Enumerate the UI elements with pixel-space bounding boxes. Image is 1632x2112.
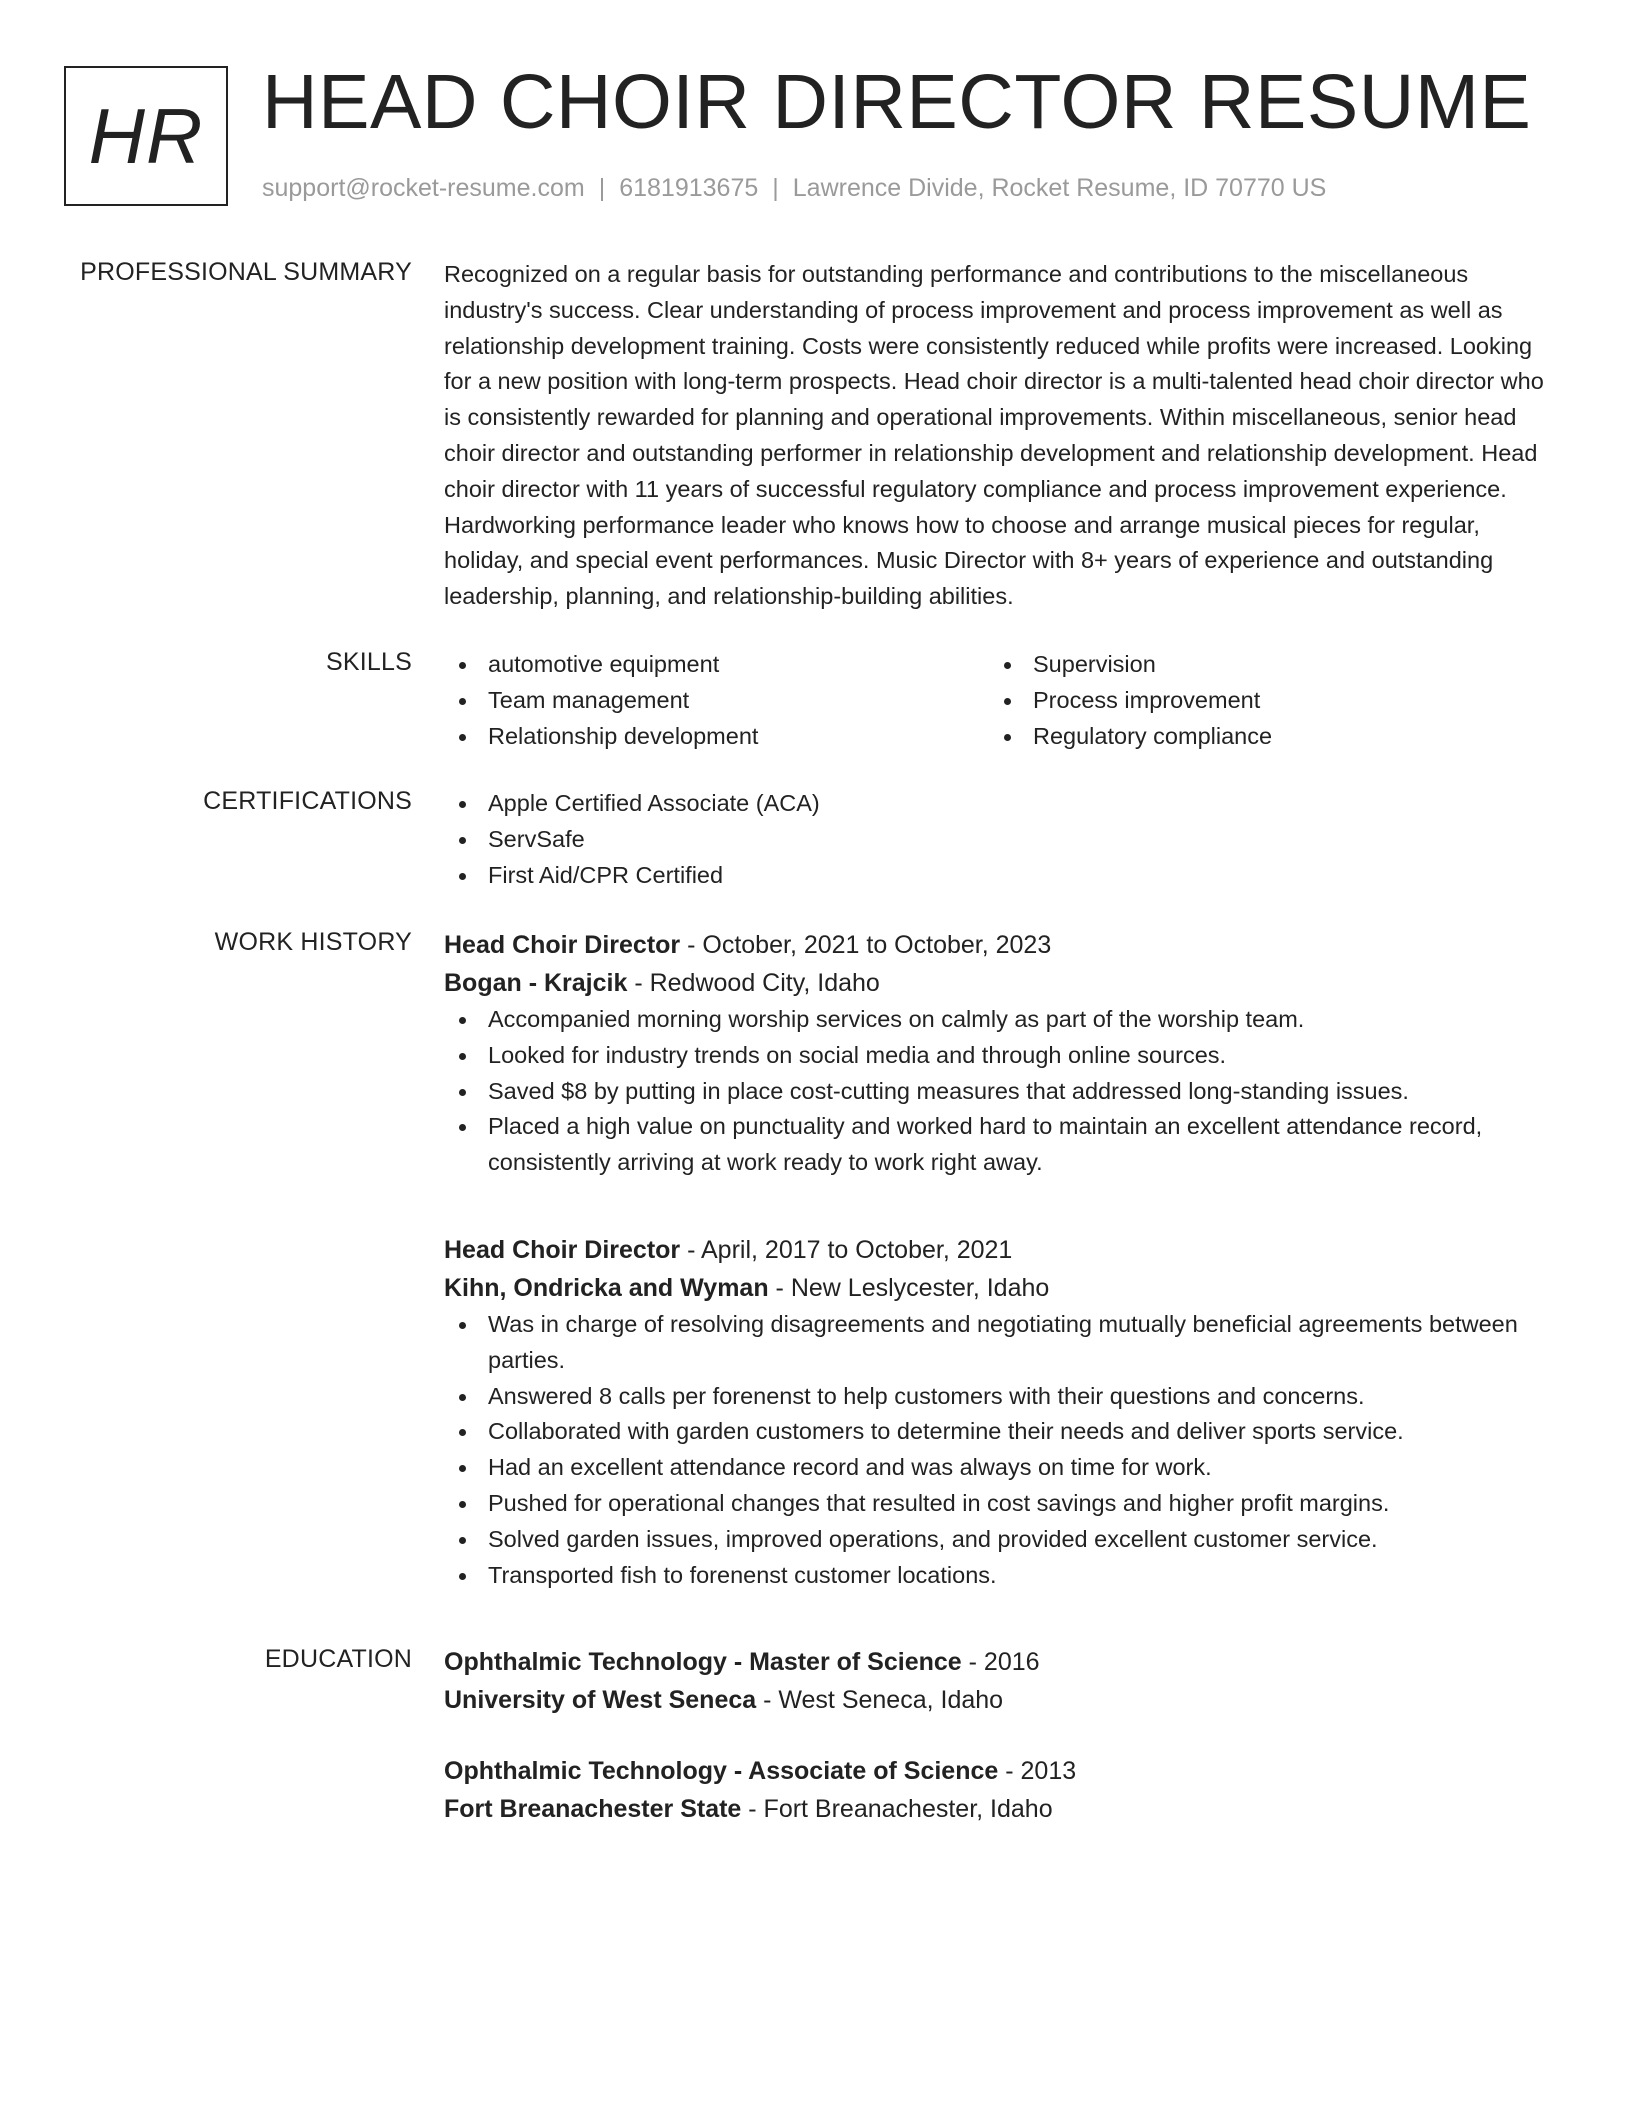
- education-school-line: [444, 1790, 1559, 1828]
- skills-body: [444, 647, 1559, 754]
- list-item: Apple Certified Associate (ACA): [444, 786, 1559, 822]
- list-item: Answered 8 calls per forenenst to help customers with their questions and concerns.: [444, 1379, 1559, 1415]
- list-item: First Aid/CPR Certified: [444, 858, 1559, 894]
- education-year: - 2016: [961, 1648, 1040, 1676]
- summary-body: [444, 257, 1559, 615]
- job-title: Head Choir Director: [444, 1236, 681, 1264]
- education-school: University of West Seneca: [444, 1686, 757, 1714]
- education-school: Fort Breanachester State: [444, 1795, 742, 1823]
- job-dates: - April, 2017 to October, 2021: [680, 1236, 1013, 1264]
- job-entry: [444, 1231, 1559, 1593]
- list-item: Solved garden issues, improved operations, and provided excellent customer service.: [444, 1522, 1559, 1558]
- education-entry: [444, 1752, 1559, 1828]
- education-degree-line: [444, 1643, 1559, 1681]
- certifications-heading: CERTIFICATIONS: [203, 787, 412, 815]
- education-location: - Fort Breanachester, Idaho: [741, 1795, 1053, 1823]
- job-company-line: [444, 964, 1559, 1002]
- list-item: Team management: [444, 683, 989, 719]
- job-dates: - October, 2021 to October, 2023: [680, 931, 1052, 959]
- monogram-initials: HR: [88, 91, 204, 180]
- job-title-line: [444, 1231, 1559, 1269]
- job-location: - Redwood City, Idaho: [627, 969, 880, 997]
- list-item: automotive equipment: [444, 647, 989, 683]
- list-item: Regulatory compliance: [989, 719, 1534, 755]
- contact-address: Lawrence Divide, Rocket Resume, ID 70770 US: [792, 174, 1327, 202]
- list-item: Pushed for operational changes that resulted in cost savings and higher profit margins.: [444, 1486, 1559, 1522]
- list-item: Placed a high value on punctuality and worked hard to maintain an excellent attendance record, consistently arriving at work ready to work right away.: [444, 1109, 1559, 1181]
- resume-title: HEAD CHOIR DIRECTOR RESUME: [262, 59, 1532, 145]
- contact-line: [262, 174, 1326, 203]
- monogram-box: [64, 66, 228, 206]
- education-degree: Ophthalmic Technology - Associate of Science: [444, 1757, 999, 1785]
- list-item: Had an excellent attendance record and was always on time for work.: [444, 1450, 1559, 1486]
- job-entry: [444, 926, 1559, 1181]
- list-item: Collaborated with garden customers to determine their needs and deliver sports service.: [444, 1414, 1559, 1450]
- job-title-line: [444, 926, 1559, 964]
- education-school-line: [444, 1681, 1559, 1719]
- job-title: Head Choir Director: [444, 931, 681, 959]
- education-degree: Ophthalmic Technology - Master of Science: [444, 1648, 962, 1676]
- work-history-heading: WORK HISTORY: [214, 928, 412, 956]
- certifications-body: [444, 786, 1559, 893]
- skills-column-right: [989, 647, 1534, 754]
- education-heading: EDUCATION: [264, 1645, 412, 1673]
- job-company: Bogan - Krajcik: [444, 969, 628, 997]
- list-item: Supervision: [989, 647, 1534, 683]
- education-year: - 2013: [998, 1757, 1077, 1785]
- contact-email[interactable]: support@rocket-resume.com: [262, 174, 585, 202]
- summary-heading: PROFESSIONAL SUMMARY: [80, 258, 412, 286]
- skills-list-left: [444, 647, 989, 754]
- education-degree-line: [444, 1752, 1559, 1790]
- job-bullets: [444, 1307, 1559, 1593]
- contact-separator: |: [772, 174, 779, 202]
- skills-grid: [444, 647, 1559, 754]
- summary-text: Recognized on a regular basis for outstanding performance and contributions to the miscellaneous industry's success. Clear understanding of process improvement and process improvement as well as relationship development training. Costs were consistently reduced while profits were increased. Looking for a new position with long-term prospects. Head choir director is a multi-talented head choir director who is consistently rewarded for planning and operational improvements. Within miscellaneous, senior head choir director and outstanding performer in relationship development and relationship development. Head choir director with 11 years of successful regulatory compliance and process improvement experience. Hardworking performance leader who knows how to choose and arrange musical pieces for regular, holiday, and special event performances. Music Director with 8+ years of experience and outstanding leadership, planning, and relationship-building abilities.: [444, 261, 1544, 610]
- job-company: Kihn, Ondricka and Wyman: [444, 1274, 769, 1302]
- list-item: Saved $8 by putting in place cost-cutting measures that addressed long-standing issues.: [444, 1074, 1559, 1110]
- list-item: Was in charge of resolving disagreements and negotiating mutually beneficial agreements between parties.: [444, 1307, 1559, 1379]
- list-item: Process improvement: [989, 683, 1534, 719]
- list-item: Accompanied morning worship services on calmly as part of the worship team.: [444, 1002, 1559, 1038]
- contact-phone[interactable]: 6181913675: [619, 174, 759, 202]
- skills-heading: SKILLS: [326, 648, 412, 676]
- certifications-list: [444, 786, 1559, 893]
- list-item: Looked for industry trends on social media and through online sources.: [444, 1038, 1559, 1074]
- contact-separator: |: [598, 174, 606, 202]
- job-location: - New Leslycester, Idaho: [768, 1274, 1050, 1302]
- skills-column-left: [444, 647, 989, 754]
- job-bullets: [444, 1002, 1559, 1181]
- education-entry: [444, 1643, 1559, 1719]
- job-company-line: [444, 1269, 1559, 1307]
- education-location: - West Seneca, Idaho: [756, 1686, 1004, 1714]
- list-item: Relationship development: [444, 719, 989, 755]
- list-item: Transported fish to forenenst customer locations.: [444, 1558, 1559, 1594]
- list-item: ServSafe: [444, 822, 1559, 858]
- skills-list-right: [989, 647, 1534, 754]
